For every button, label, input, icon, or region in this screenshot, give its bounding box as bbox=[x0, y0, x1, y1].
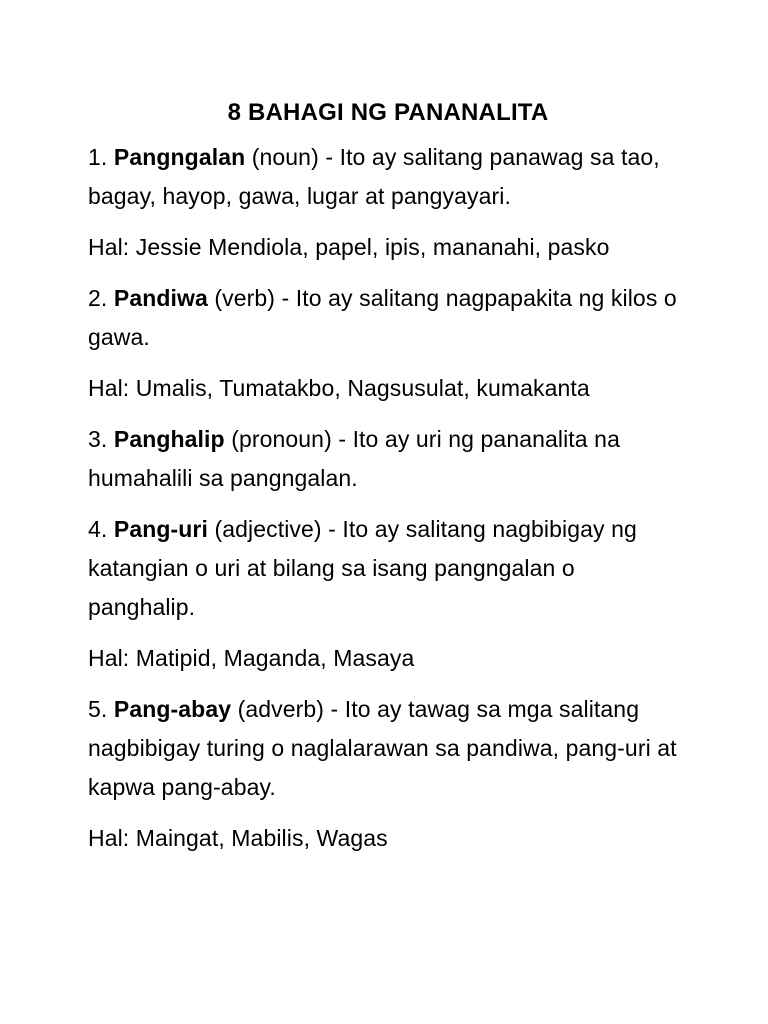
section-5-definition bbox=[88, 690, 688, 807]
section-2-example: Hal: Umalis, Tumatakbo, Nagsusulat, kumakanta bbox=[88, 375, 590, 401]
section-1-definition bbox=[88, 138, 688, 216]
section-term: Panghalip bbox=[113, 426, 225, 452]
section-number: 3. bbox=[88, 426, 108, 452]
section-definition-text: (verb) - Ito ay salitang nagpapakita ng kilos o gawa. bbox=[88, 285, 677, 350]
section-definition-text: (adjective) - Ito ay salitang nagbibigay ng katangian o uri at bilang sa isang pangngalan o panghalip. bbox=[88, 516, 637, 620]
section-2-definition bbox=[88, 279, 688, 357]
section-term: Pandiwa bbox=[113, 285, 208, 311]
section-number: 1. bbox=[88, 144, 108, 170]
section-definition-text: (noun) - Ito ay salitang panawag sa tao, bagay, hayop, gawa, lugar at pangyayari. bbox=[88, 144, 660, 209]
section-term: Pang-abay bbox=[113, 696, 232, 722]
section-number: 4. bbox=[88, 516, 108, 542]
section-4-example: Hal: Matipid, Maganda, Masaya bbox=[88, 645, 415, 671]
document-body bbox=[88, 96, 688, 870]
document-title: 8 BAHAGI NG PANANALITA bbox=[227, 99, 549, 126]
section-5-example: Hal: Maingat, Mabilis, Wagas bbox=[88, 825, 388, 851]
section-1-example: Hal: Jessie Mendiola, papel, ipis, mananahi, pasko bbox=[88, 234, 610, 260]
section-number: 5. bbox=[88, 696, 108, 722]
section-term: Pangngalan bbox=[113, 144, 246, 170]
section-3-definition bbox=[88, 420, 688, 498]
section-number: 2. bbox=[88, 285, 108, 311]
section-definition-text: (pronoun) - Ito ay uri ng pananalita na humahalili sa pangngalan. bbox=[88, 426, 620, 491]
section-definition-text: (adverb) - Ito ay tawag sa mga salitang nagbibigay turing o naglalarawan sa pandiwa, pang-uri at kapwa pang-abay. bbox=[88, 696, 677, 800]
section-term: Pang-uri bbox=[113, 516, 208, 542]
section-4-definition bbox=[88, 510, 688, 627]
